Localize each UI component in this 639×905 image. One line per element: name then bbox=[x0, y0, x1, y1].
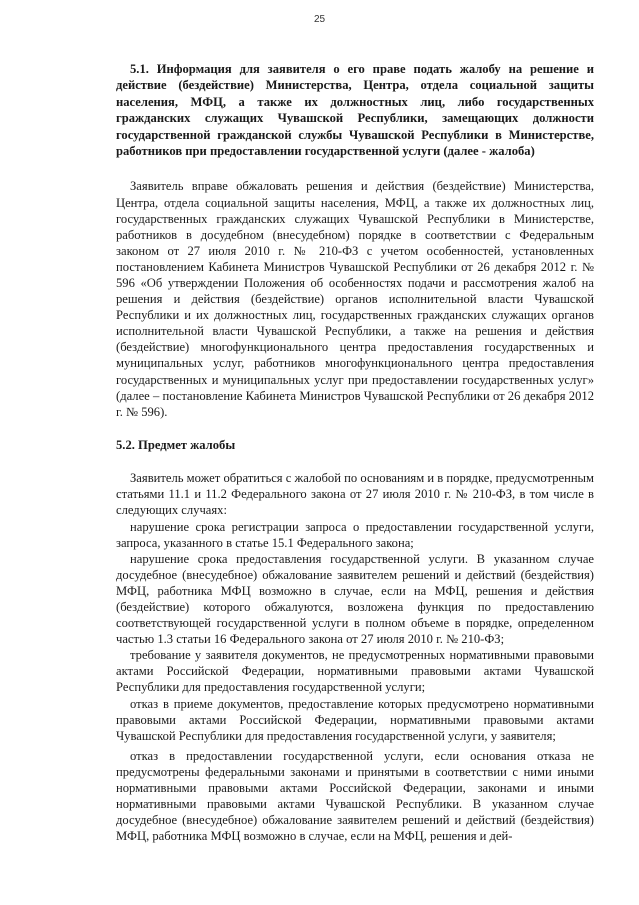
spacer bbox=[116, 453, 594, 470]
spacer bbox=[116, 420, 594, 437]
section-5-2-intro: Заявитель может обратиться с жалобой по основаниям и в порядке, предусмотренным статьями 11.1 и 11.2 Федерального закона от 27 июля 2010 г. № 210-ФЗ, в том числе в следующих случаях: bbox=[116, 471, 594, 518]
list-item: нарушение срока регистрации запроса о предоставлении государственной услуги, запроса, указанного в статье 15.1 Федерального закона; bbox=[116, 519, 594, 550]
list-item: отказ в приеме документов, предоставление которых предусмотрено нормативными правовыми актами Российской Федерации, нормативными правовыми актами Чувашской Республики для предоставления государственной услуги, у заявителя; bbox=[116, 696, 594, 743]
page-number: 25 bbox=[313, 14, 326, 25]
list-item: требование у заявителя документов, не предусмотренных нормативными правовыми актами Российской Федерации, нормативными правовыми актами Чувашской Республики для предоставления государственной услуги; bbox=[116, 648, 594, 695]
document-body bbox=[116, 61, 594, 844]
spacer bbox=[116, 159, 594, 178]
section-5-1-heading: 5.1. Информация для заявителя о его праве подать жалобу на решение и действие (бездействие) Министерства, Центра, отдела социальной защиты населения, МФЦ, а также их должностных лиц, либо государственных гражданских служащих Чувашской Республики, замещающих должности государственной гражданской службы Чувашской Республики в Министерстве, работников при предоставлении государственной услуги (далее - жалоба) bbox=[116, 62, 594, 159]
list-item: отказ в предоставлении государственной услуги, если основания отказа не предусмотрены федеральными законами и принятыми в соответствии с ними иными нормативными правовыми актами Российской Федерации, законами и иными нормативными правовыми актами Чувашской Республики. В указанном случае досудебное (внесудебное) обжалование заявителем решений и действий (бездействия) МФЦ, работника МФЦ возможно в случае, если на МФЦ, решения и дей- bbox=[116, 748, 594, 844]
section-5-2-heading: 5.2. Предмет жалобы bbox=[116, 437, 236, 452]
section-5-1-paragraph: Заявитель вправе обжаловать решения и действия (бездействие) Министерства, Центра, отдела социальной защиты населения, МФЦ, а также их должностных лиц, государственных гражданских служащих Чувашской Республики в Министерстве, работников в досудебном (внесудебном) порядке в соответствии с Федеральным законом от 27 июля 2010 г. № 210-ФЗ с учетом особенностей, установленных постановлением Кабинета Министров Чувашской Республики от 26 декабря 2012 г. № 596 «Об утверждении Положения об особенностях подачи и рассмотрения жалоб на решения и действия (бездействие) органов исполнительной власти Чувашской Республики и их должностных лиц, государственных гражданских служащих органов исполнительной власти Чувашской Республики, а также на решения и действия (бездействие) многофункционального центра предоставления государственных и муниципальных услуг, работников многофункционального центра предоставления государственных и муниципальных услуг при предоставлении государственных услуг» (далее – постановление Кабинета Министров Чувашской Республики от 26 декабря 2012 г. № 596). bbox=[116, 179, 594, 419]
list-item: нарушение срока предоставления государственной услуги. В указанном случае досудебное (внесудебное) обжалование заявителем решений и действий (бездействия) МФЦ, работника МФЦ возможно в случае, если на МФЦ, решения и действия (бездействие) которого обжалуются, возложена функция по предоставлению соответствующей государственной услуги в полном объеме в порядке, определенном частью 1.3 статьи 16 Федерального закона от 27 июля 2010 г. № 210-ФЗ; bbox=[116, 551, 594, 647]
